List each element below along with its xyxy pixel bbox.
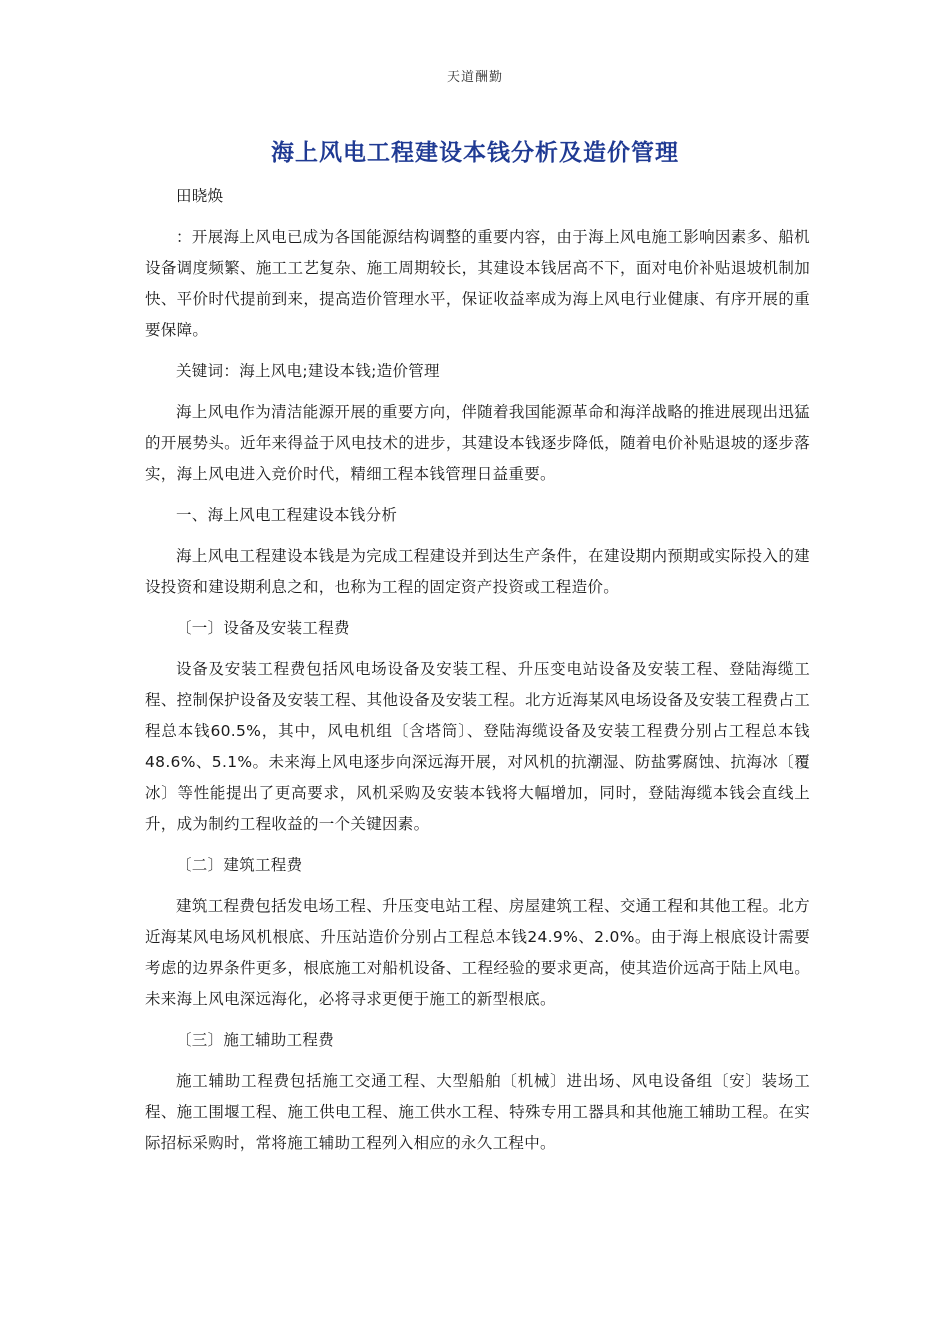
abstract-paragraph: ：开展海上风电已成为各国能源结构调整的重要内容，由于海上风电施工影响因素多、船机设备调度频繁、施工工艺复杂、施工周期较长，其建设本钱居高不下，面对电价补贴退坡机制加快、平价时代提前到来，提高造价管理水平，保证收益率成为海上风电行业健康、有序开展的重要保障。: [145, 228, 810, 339]
keywords-line: 关键词：海上风电;建设本钱;造价管理: [176, 362, 440, 380]
author-name: 田晓焕: [176, 187, 224, 205]
subsection-1-paragraph: 设备及安装工程费包括风电场设备及安装工程、升压变电站设备及安装工程、登陆海缆工程、控制保护设备及安装工程、其他设备及安装工程。北方近海某风电场设备及安装工程费占工程总本钱60.5%，其中，风电机组〔含塔筒〕、登陆海缆设备及安装工程费分别占工程总本钱48.6%、5.1%。未来海上风电逐步向深远海开展，对风机的抗潮湿、防盐雾腐蚀、抗海冰〔覆冰〕等性能提出了更高要求，风机采购及安装本钱将大幅增加，同时，登陆海缆本钱会直线上升，成为制约工程收益的一个关键因素。: [145, 660, 810, 833]
section-1-paragraph: 海上风电工程建设本钱是为完成工程建设并到达生产条件，在建设期内预期或实际投入的建设投资和建设期利息之和，也称为工程的固定资产投资或工程造价。: [145, 547, 810, 596]
document-body: [145, 181, 810, 1159]
page-header: 天道酬勤: [446, 70, 503, 85]
subsection-3-paragraph: 施工辅助工程费包括施工交通工程、大型船舶〔机械〕进出场、风电设备组〔安〕装场工程、施工围堰工程、施工供电工程、施工供水工程、特殊专用工器具和其他施工辅助工程。在实际招标采购时，常将施工辅助工程列入相应的永久工程中。: [145, 1072, 810, 1152]
section-heading-1: 一、海上风电工程建设本钱分析: [176, 506, 398, 524]
intro-paragraph: 海上风电作为清洁能源开展的重要方向，伴随着我国能源革命和海洋战略的推进展现出迅猛的开展势头。近年来得益于风电技术的进步，其建设本钱逐步降低，随着电价补贴退坡的逐步落实，海上风电进入竞价时代，精细工程本钱管理日益重要。: [145, 403, 810, 483]
subsection-heading-3: 〔三〕施工辅助工程费: [176, 1031, 335, 1049]
subsection-heading-2: 〔二〕建筑工程费: [176, 856, 303, 874]
subsection-2-paragraph: 建筑工程费包括发电场工程、升压变电站工程、房屋建筑工程、交通工程和其他工程。北方近海某风电场风机根底、升压站造价分别占工程总本钱24.9%、2.0%。由于海上根底设计需要考虑的边界条件更多，根底施工对船机设备、工程经验的要求更高，使其造价远高于陆上风电。未来海上风电深远海化，必将寻求更便于施工的新型根底。: [145, 897, 810, 1008]
document-title: 海上风电工程建设本钱分析及造价管理: [271, 140, 679, 166]
subsection-heading-1: 〔一〕设备及安装工程费: [176, 619, 350, 637]
